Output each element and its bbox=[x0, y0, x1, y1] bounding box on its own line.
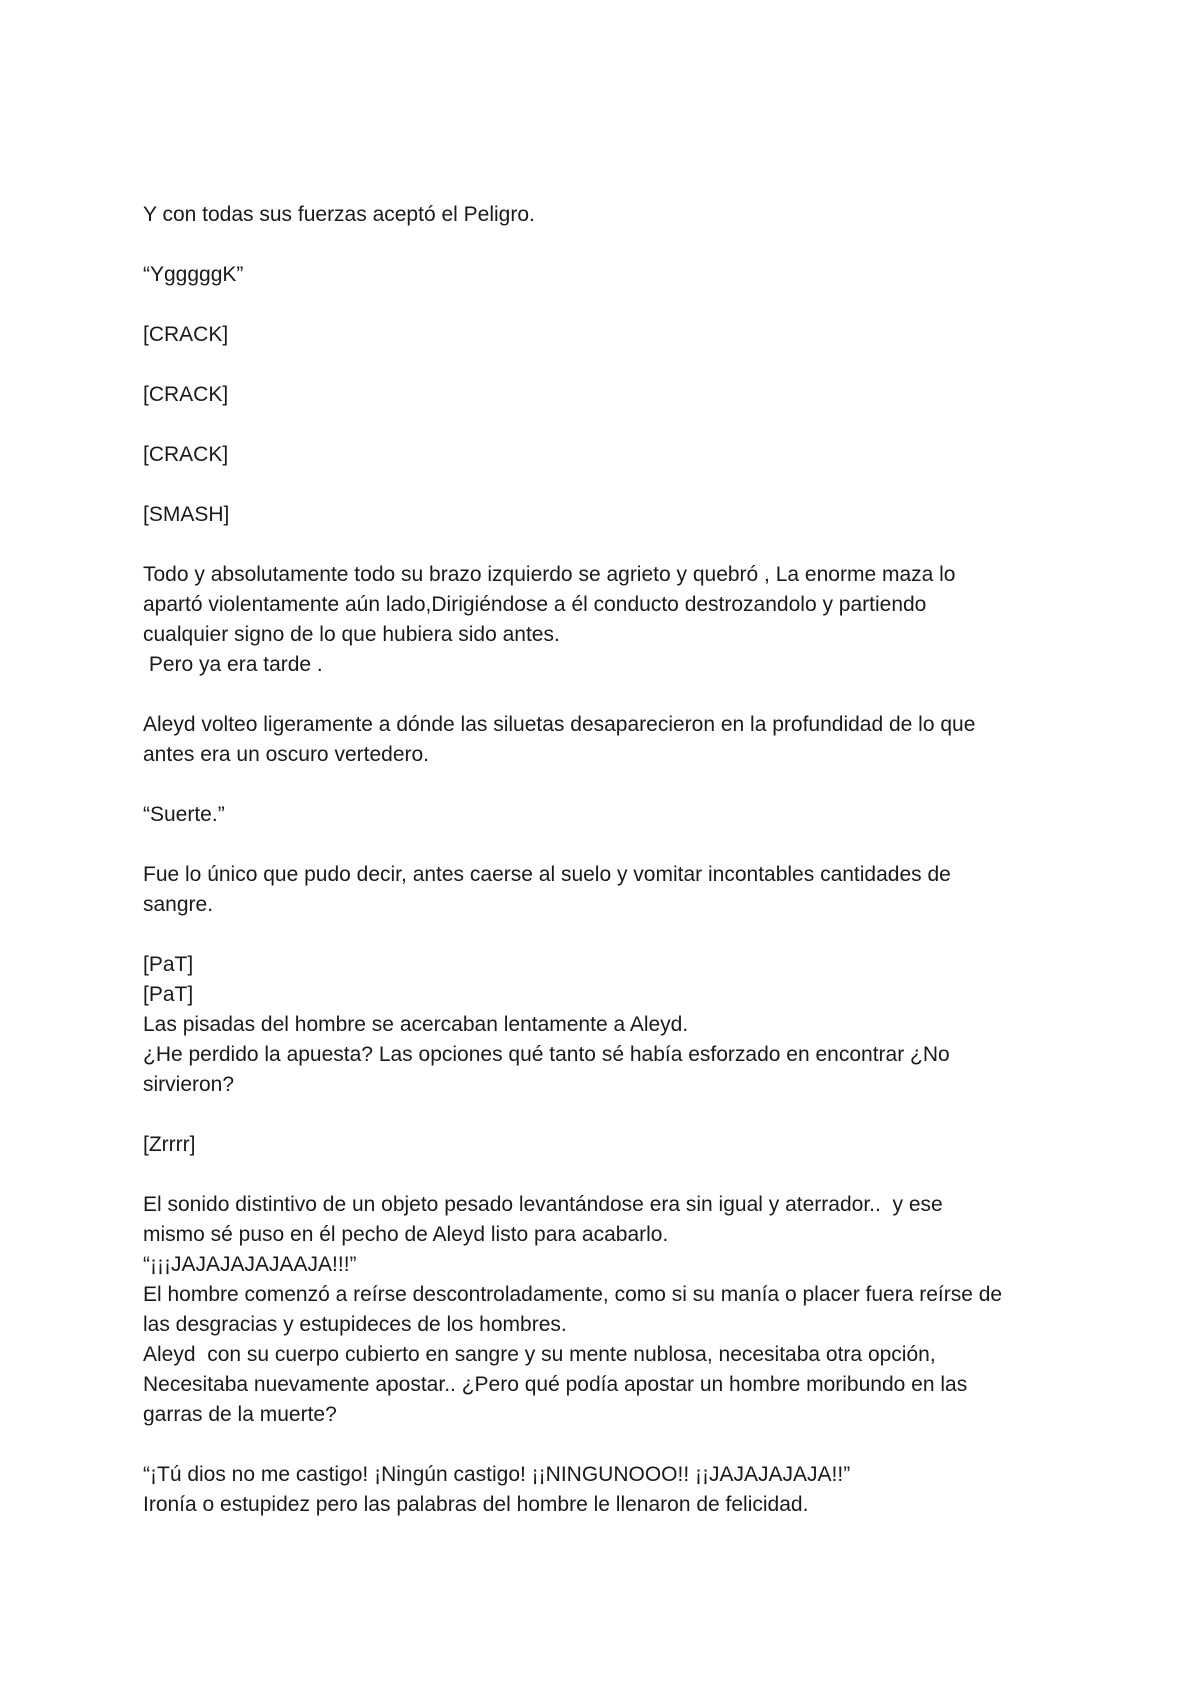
text-line: Aleyd con su cuerpo cubierto en sangre y su mente nublosa, necesitaba otra opción, bbox=[143, 1343, 936, 1366]
blank-line bbox=[143, 920, 1063, 950]
blank-line bbox=[143, 410, 1063, 440]
text-line: sirvieron? bbox=[143, 1073, 235, 1096]
text-line: Ironía o estupidez pero las palabras del hombre le llenaron de felicidad. bbox=[143, 1493, 809, 1516]
text-line: [PaT] bbox=[143, 953, 194, 976]
blank-line bbox=[143, 1430, 1063, 1460]
blank-line bbox=[143, 770, 1063, 800]
text-line: Aleyd volteo ligeramente a dónde las siluetas desaparecieron en la profundidad de lo que bbox=[143, 713, 976, 736]
text-line: cualquier signo de lo que hubiera sido antes. bbox=[143, 623, 560, 646]
text-line: “¡Tú dios no me castigo! ¡Ningún castigo! ¡¡NINGUNOOO!! ¡¡JAJAJAJAJA!!” bbox=[143, 1463, 851, 1486]
text-line: Fue lo único que pudo decir, antes caerse al suelo y vomitar incontables cantidades de bbox=[143, 863, 951, 886]
text-line: Y con todas sus fuerzas aceptó el Peligro. bbox=[143, 203, 535, 226]
blank-line bbox=[143, 530, 1063, 560]
text-line: El hombre comenzó a reírse descontroladamente, como si su manía o placer fuera reírse de bbox=[143, 1283, 1003, 1306]
blank-line bbox=[143, 290, 1063, 320]
text-line: apartó violentamente aún lado,Dirigiéndose a él conducto destrozandolo y partiendo bbox=[143, 593, 927, 616]
text-line: antes era un oscuro vertedero. bbox=[143, 743, 430, 766]
text-line: Todo y absolutamente todo su brazo izquierdo se agrieto y quebró , La enorme maza lo bbox=[143, 563, 956, 586]
text-line: [CRACK] bbox=[143, 383, 229, 406]
text-line: [CRACK] bbox=[143, 443, 229, 466]
text-line: Las pisadas del hombre se acercaban lentamente a Aleyd. bbox=[143, 1013, 689, 1036]
text-line: [SMASH] bbox=[143, 503, 230, 526]
blank-line bbox=[143, 830, 1063, 860]
blank-line bbox=[143, 230, 1063, 260]
document-body bbox=[143, 200, 1063, 1520]
text-line: [PaT] bbox=[143, 983, 194, 1006]
text-line: garras de la muerte? bbox=[143, 1403, 337, 1426]
blank-line bbox=[143, 350, 1063, 380]
text-line: “YgggggK” bbox=[143, 263, 244, 286]
text-line: sangre. bbox=[143, 893, 214, 916]
blank-line bbox=[143, 1100, 1063, 1130]
blank-line bbox=[143, 680, 1063, 710]
text-line: [CRACK] bbox=[143, 323, 229, 346]
blank-line bbox=[143, 470, 1063, 500]
text-line: [Zrrrr] bbox=[143, 1133, 196, 1156]
blank-line bbox=[143, 1160, 1063, 1190]
text-line: “Suerte.” bbox=[143, 803, 225, 826]
text-line: ¿He perdido la apuesta? Las opciones qué tanto sé había esforzado en encontrar ¿No bbox=[143, 1043, 950, 1066]
text-line: Pero ya era tarde . bbox=[143, 653, 323, 676]
text-line: Necesitaba nuevamente apostar.. ¿Pero qué podía apostar un hombre moribundo en las bbox=[143, 1373, 968, 1396]
text-line: las desgracias y estupideces de los hombres. bbox=[143, 1313, 567, 1336]
text-line: mismo sé puso en él pecho de Aleyd listo para acabarlo. bbox=[143, 1223, 669, 1246]
text-line: “¡¡¡JAJAJAJAJAAJA!!!” bbox=[143, 1253, 357, 1276]
text-line: El sonido distintivo de un objeto pesado levantándose era sin igual y aterrador.. y ese bbox=[143, 1193, 943, 1216]
